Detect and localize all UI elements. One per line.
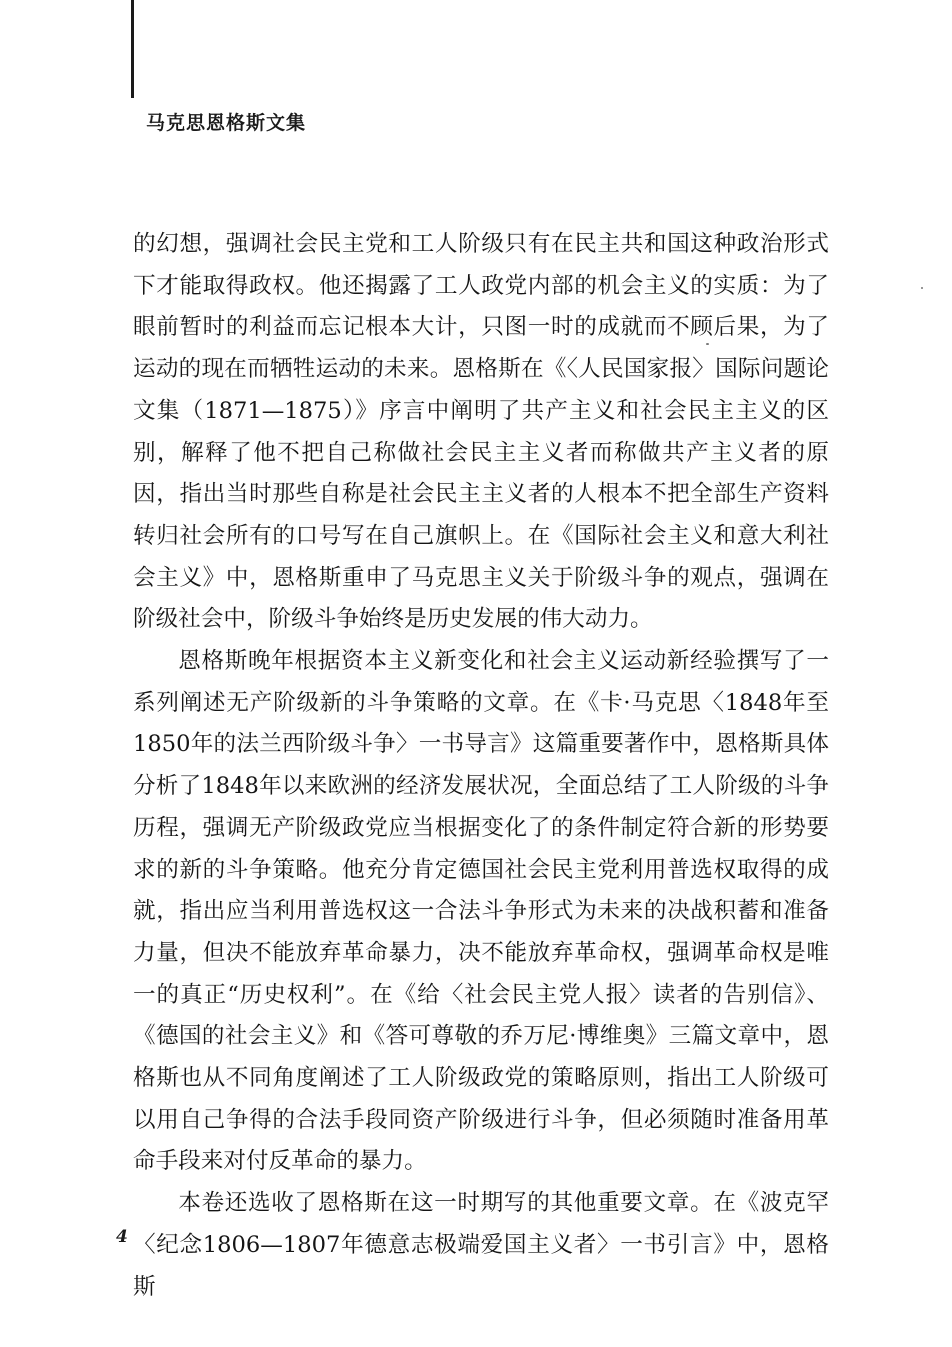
running-head: 马克思恩格斯文集 [146, 112, 307, 134]
body-text [133, 224, 829, 1308]
scan-speck [706, 343, 709, 345]
paragraph-1: 的幻想，强调社会民主党和工人阶级只有在民主共和国这种政治形式下才能取得政权。他还揭露了工人政党内部的机会主义的实质：为了眼前暂时的利益而忘记根本大计，只图一时的成就而不顾后果，为了运动的现在而牺牲运动的未来。恩格斯在《〈人民国家报〉国际问题论文集（1871—1875）》序言中阐明了共产主义和社会民主主义的区别，解释了他不把自己称做社会民主主义者而称做共产主义者的原因，指出当时那些自称是社会民主主义者的人根本不把全部生产资料转归社会所有的口号写在自己旗帜上。在《国际社会主义和意大利社会主义》中，恩格斯重申了马克思主义关于阶级斗争的观点，强调在阶级社会中，阶级斗争始终是历史发展的伟大动力。 [133, 231, 829, 633]
paragraph-2: 恩格斯晚年根据资本主义新变化和社会主义运动新经验撰写了一系列阐述无产阶级新的斗争策略的文章。在《卡·马克思〈1848年至1850年的法兰西阶级斗争〉一书导言》这篇重要著作中，恩格斯具体分析了1848年以来欧洲的经济发展状况，全面总结了工人阶级的斗争历程，强调无产阶级政党应当根据变化了的条件制定符合新的形势要求的新的斗争策略。他充分肯定德国社会民主党利用普选权取得的成就，指出应当利用普选权这一合法斗争形式为未来的决战积蓄和准备力量，但决不能放弃革命暴力，决不能放弃革命权，强调革命权是唯一的真正“历史权利”。在《给〈社会民主党人报〉读者的告别信》、《德国的社会主义》和《答可尊敬的乔万尼·博维奥》三篇文章中，恩格斯也从不同角度阐述了工人阶级政党的策略原则，指出工人阶级可以用自己争得的合法手段同资产阶级进行斗争，但必须随时准备用革命手段来对付反革命的暴力。 [133, 648, 829, 1175]
scan-speck [921, 287, 923, 289]
page-number: 4 [116, 1227, 128, 1247]
paragraph-3: 本卷还选收了恩格斯在这一时期写的其他重要文章。在《波克罕〈纪念1806—1807年德意志极端爱国主义者〉一书引言》中，恩格斯 [133, 1190, 829, 1300]
header-rule [131, 0, 134, 98]
